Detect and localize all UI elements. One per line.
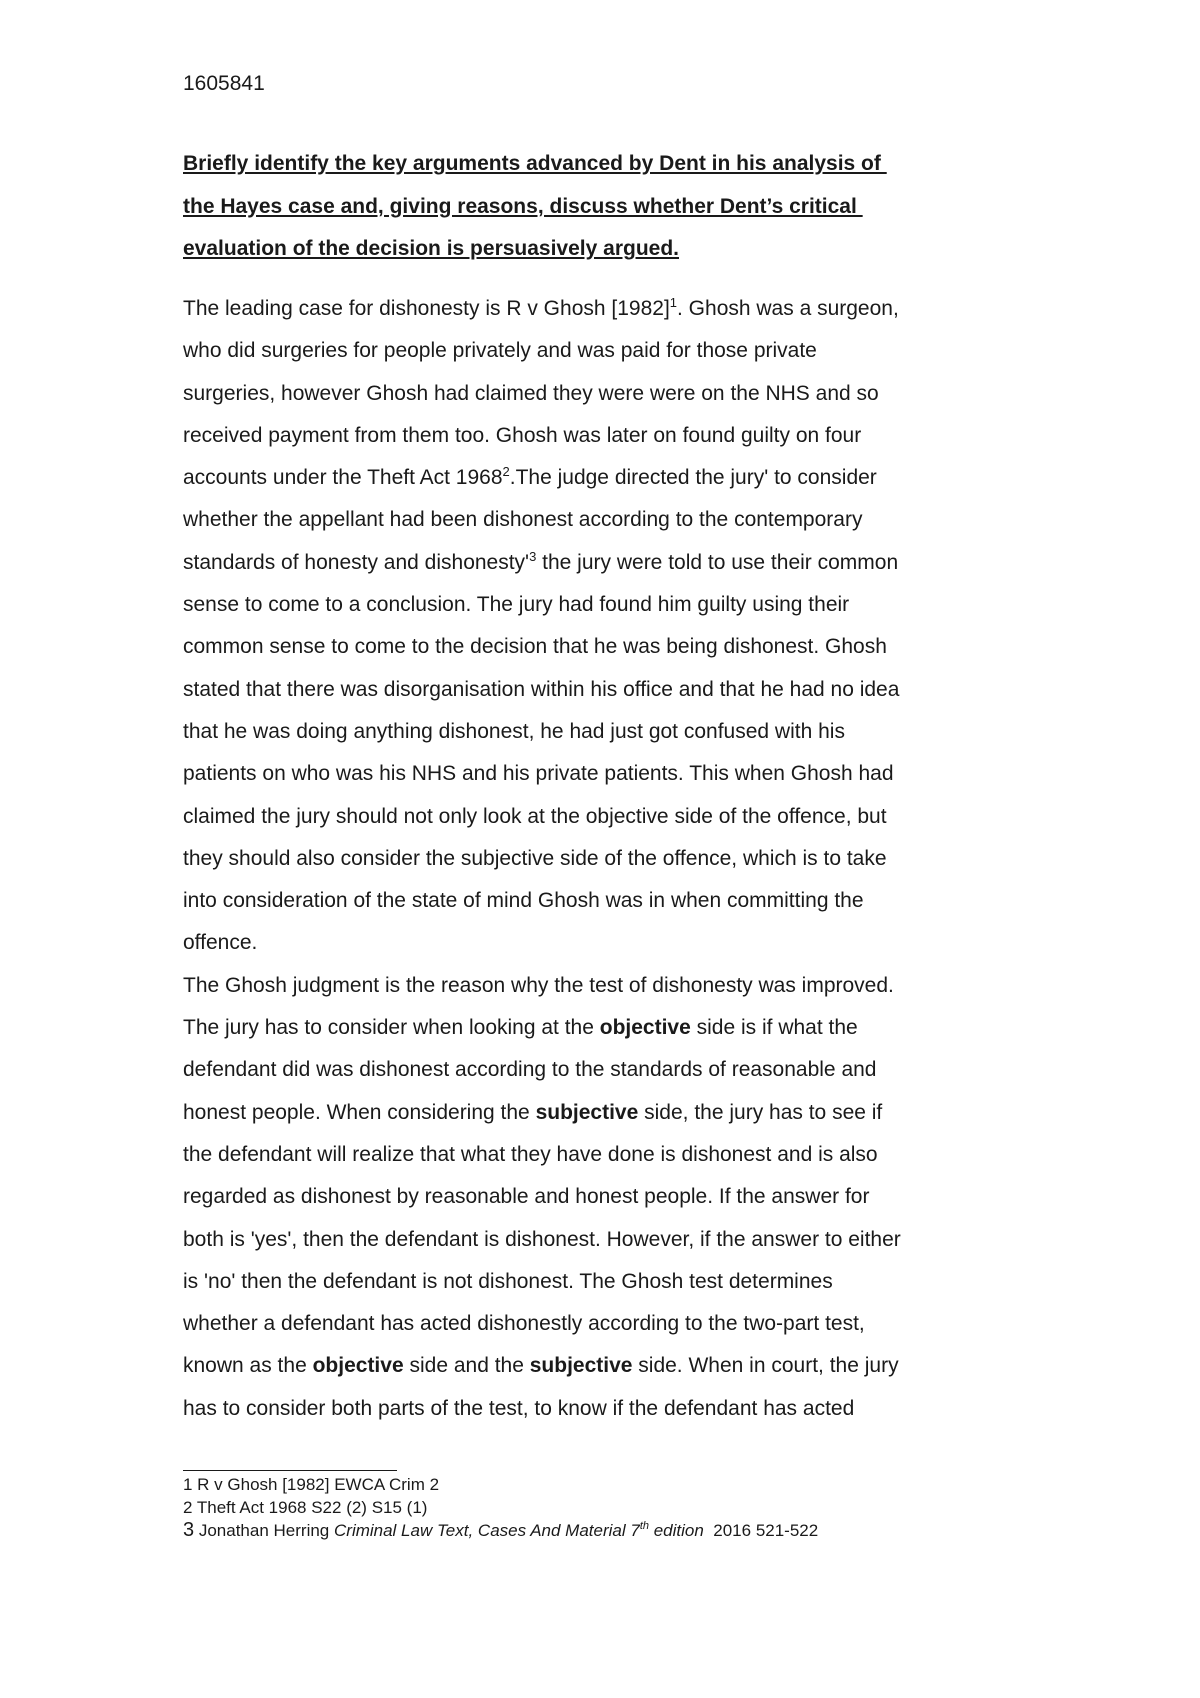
footnote-3	[183, 1519, 818, 1542]
body-line: offence.	[183, 931, 258, 955]
footnote-ref-2: 2	[502, 464, 510, 480]
body-line	[183, 288, 1063, 330]
footnote-edition-sup: th	[639, 1520, 649, 1532]
body-text: The jury has to consider when looking at the	[183, 1016, 600, 1040]
essay-question-title	[183, 143, 1053, 271]
body-text: The leading case for dishonesty is R v Ghosh [1982]	[183, 297, 670, 320]
body-text: side, the jury has to see if	[638, 1100, 883, 1124]
body-text: side is if what the	[690, 1016, 858, 1040]
footnote-1: 1 R v Ghosh [1982] EWCA Crim 2	[183, 1475, 440, 1494]
emphasis-objective: objective	[599, 1016, 691, 1040]
footnotes	[183, 1473, 818, 1542]
title-line: the Hayes case and, giving reasons, discuss whether Dent’s critical	[183, 194, 863, 218]
body-line: both is 'yes', then the defendant is dishonest. However, if the answer to either	[183, 1227, 901, 1251]
body-line: claimed the jury should not only look at the objective side of the offence, but	[183, 804, 887, 828]
body-line: sense to come to a conclusion. The jury had found him guilty using their	[183, 593, 850, 617]
body-line: whether the appellant had been dishonest according to the contemporary	[183, 508, 863, 532]
body-text: side. When in court, the jury	[632, 1354, 899, 1378]
body-line	[183, 457, 1063, 499]
body-text: standards of honesty and dishonesty'	[183, 550, 530, 574]
body-line: that he was doing anything dishonest, he had just got confused with his	[183, 719, 845, 743]
footnote-book-title: Criminal Law Text, Cases And Material 7	[334, 1521, 640, 1540]
footnote-edition: edition	[649, 1521, 704, 1540]
body-text: the jury were told to use their common	[536, 550, 899, 574]
body-line: defendant did was dishonest according to the standards of reasonable and	[183, 1058, 877, 1082]
body-line: into consideration of the state of mind Ghosh was in when committing the	[183, 889, 864, 913]
footnote-ref-1: 1	[669, 295, 678, 310]
body-text: . Ghosh was a surgeon,	[677, 297, 899, 320]
body-line: who did surgeries for people privately and was paid for those private	[183, 339, 817, 363]
body-text: side and the	[403, 1354, 530, 1378]
body-line	[183, 1345, 1063, 1387]
body-line: whether a defendant has acted dishonestly according to the two-part test,	[183, 1312, 865, 1336]
body-line: stated that there was disorganisation within his office and that he had no idea	[183, 677, 900, 701]
body-text: accounts under the Theft Act 1968	[183, 466, 503, 490]
body-line: they should also consider the subjective side of the offence, which is to take	[183, 846, 887, 870]
footnote-year-pages: 2016 521-522	[703, 1521, 819, 1540]
emphasis-subjective: subjective	[529, 1354, 633, 1378]
body-line: The Ghosh judgment is the reason why the test of dishonesty was improved.	[183, 973, 894, 997]
emphasis-objective: objective	[312, 1354, 404, 1378]
body-line: common sense to come to the decision that he was being dishonest. Ghosh	[183, 635, 887, 659]
essay-body	[183, 288, 1063, 1430]
body-text: .The judge directed the jury' to consider	[509, 466, 877, 490]
footnote-ref-3: 3	[529, 548, 537, 564]
body-line: received payment from them too. Ghosh was later on found guilty on four	[183, 423, 862, 447]
footnote-2: 2 Theft Act 1968 S22 (2) S15 (1)	[183, 1498, 428, 1517]
body-line: regarded as dishonest by reasonable and honest people. If the answer for	[183, 1185, 870, 1209]
body-line	[183, 1092, 1063, 1134]
body-line: patients on who was his NHS and his private patients. This when Ghosh had	[183, 762, 894, 786]
body-text: known as the	[183, 1354, 313, 1378]
emphasis-subjective: subjective	[535, 1100, 639, 1124]
body-text: honest people. When considering the	[183, 1100, 536, 1124]
title-line: evaluation of the decision is persuasively argued.	[183, 237, 679, 260]
body-line: the defendant will realize that what they have done is dishonest and is also	[183, 1142, 878, 1166]
body-line	[183, 542, 1063, 584]
footnote-author: Jonathan Herring	[194, 1521, 334, 1540]
body-line: surgeries, however Ghosh had claimed they were were on the NHS and so	[183, 381, 879, 405]
footnote-separator	[183, 1470, 397, 1471]
body-line: has to consider both parts of the test, to know if the defendant has acted	[183, 1396, 855, 1420]
body-line: is 'no' then the defendant is not dishonest. The Ghosh test determines	[183, 1269, 833, 1293]
footnote-number: 3	[183, 1519, 195, 1541]
body-line	[183, 1007, 1063, 1049]
title-line: Briefly identify the key arguments advanced by Dent in his analysis of	[183, 152, 887, 175]
student-id: 1605841	[183, 72, 265, 95]
